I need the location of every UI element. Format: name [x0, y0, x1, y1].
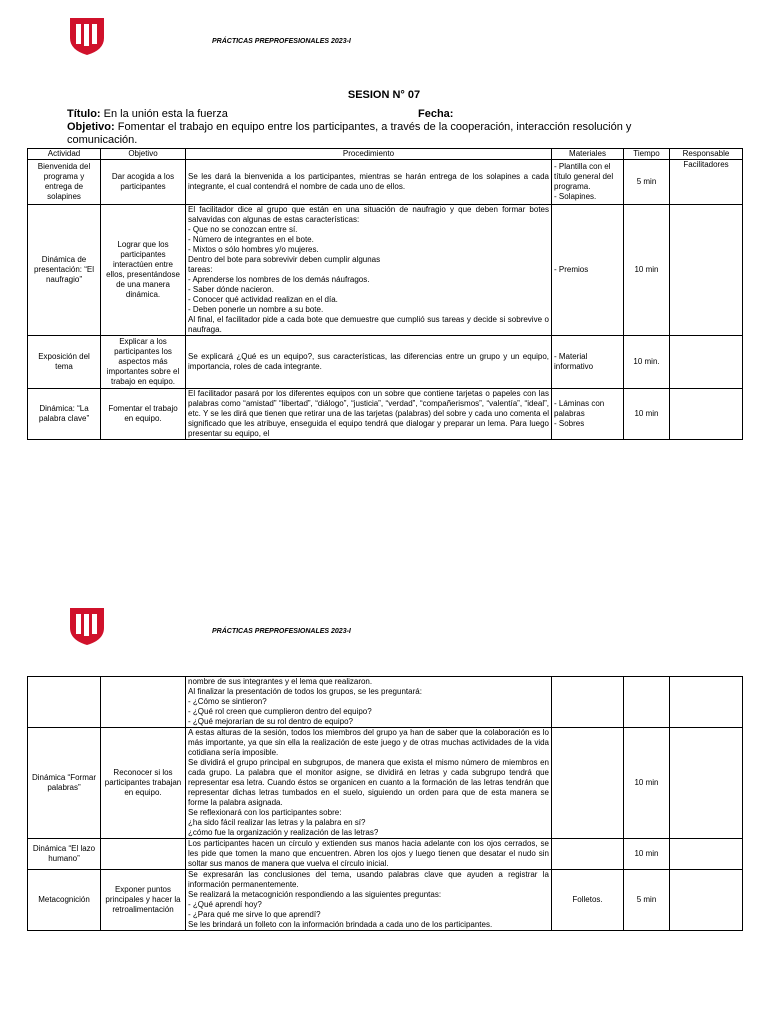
header-responsable: Responsable	[670, 149, 743, 160]
objetivo-value-2: comunicación.	[67, 134, 138, 146]
table-row	[28, 839, 743, 870]
procedimiento-line: Se les dará la bienvenida a los participantes, mientras se harán entrega de los solapines a cada integrante, el cual contendrá el nombre de cada uno de ellos.	[188, 172, 549, 191]
procedimiento-line: Se realizará la metacognición respondiendo a las siguientes preguntas:	[188, 890, 442, 899]
procedimiento-line: nombre de sus integrantes y el lema que realizaron.	[188, 677, 373, 686]
material-item: - Premios	[554, 265, 589, 274]
procedimiento-line: - Que no se conozcan entre sí.	[188, 225, 298, 234]
cell-responsable	[670, 728, 743, 839]
cell-objetivo: Fomentar el trabajo en equipo.	[101, 389, 186, 440]
fecha-label: Fecha:	[418, 108, 454, 120]
cell-objetivo: Lograr que los participantes interactúen entre ellos, presentándose de una manera dinámica.	[101, 205, 186, 336]
cell-responsable	[670, 677, 743, 728]
page-2	[0, 590, 768, 1024]
cell-materiales	[552, 205, 624, 336]
procedimiento-line: A estas alturas de la sesión, todos los miembros del grupo ya han de saber que la colaboración es lo más importante, ya que sin ella la realización de este juego y de otras muchas actividades de la vida cotidiana sería imposible.	[188, 728, 549, 757]
cell-tiempo: 10 min	[624, 728, 670, 839]
procedimiento-line: - Conocer qué actividad realizan en el día.	[188, 295, 338, 304]
cell-procedimiento	[186, 336, 552, 389]
procedimiento-line: ¿ha sido fácil realizar las letras y la palabra en sí?	[188, 818, 366, 827]
procedimiento-line: Al final, el facilitador pide a cada bote que demuestre que cumplió sus tareas y decide si sobrevive o naufraga.	[188, 315, 549, 334]
procedimiento-line: tareas:	[188, 265, 213, 274]
program-header: PRÁCTICAS PREPROFESIONALES 2023-I	[212, 628, 351, 635]
procedimiento-line: - ¿Cómo se sintieron?	[188, 697, 267, 706]
session-title: SESION N° 07	[347, 89, 421, 101]
procedimiento-line: ¿cómo fue la organización y realización de las letras?	[188, 828, 379, 837]
material-item: - Solapines.	[554, 192, 597, 201]
material-item: - Material informativo	[554, 352, 594, 371]
objetivo-label: Objetivo:	[67, 121, 115, 133]
cell-materiales	[552, 336, 624, 389]
header-procedimiento: Procedimiento	[186, 149, 552, 160]
material-item: - Sobres	[554, 419, 585, 428]
titulo-label: Título:	[67, 108, 101, 120]
cell-actividad: Exposición del tema	[28, 336, 101, 389]
university-logo-icon	[68, 606, 106, 646]
cell-tiempo: 10 min.	[624, 336, 670, 389]
procedimiento-line: - Saber dónde nacieron.	[188, 285, 274, 294]
objetivo-line	[67, 121, 707, 133]
session-table	[27, 148, 743, 440]
table-row	[28, 677, 743, 728]
cell-procedimiento	[186, 870, 552, 931]
procedimiento-line: Los participantes hacen un círculo y extienden sus manos hacia adelante con los ojos cerrados, se les pide que tomen la mano que encuentren. Abren los ojos y luego tienen que desatar el nudo sin soltar sus manos de manera que vuelva el círculo inicial.	[188, 839, 549, 868]
cell-responsable: Facilitadores	[670, 160, 743, 205]
cell-actividad: Dinámica “Formar palabras”	[28, 728, 101, 839]
cell-responsable	[670, 870, 743, 931]
procedimiento-line: Se dividirá el grupo principal en subgrupos, de manera que exista el mismo número de miembros en cada grupo. La palabra que el monitor asigne, se dividirá en letras y cada subgrupo tendrá que representar esa letra. Cuando éstos se organicen en cuanto a la formación de las letras tendrán que representar dichas letras tumbados en el suelo, siguiendo un orden para que de esta manera se forme la palabra asignada.	[188, 758, 549, 807]
header-tiempo: Tiempo	[624, 149, 670, 160]
procedimiento-line: - ¿Qué aprendí hoy?	[188, 900, 262, 909]
cell-responsable	[670, 336, 743, 389]
cell-objetivo: Reconocer si los participantes trabajan en equipo.	[101, 728, 186, 839]
table-row	[28, 336, 743, 389]
procedimiento-line: - ¿Qué rol creen que cumplieron dentro del equipo?	[188, 707, 372, 716]
procedimiento-line: Se expresarán las conclusiones del tema, usando palabras clave que ayuden a registrar la información permanentemente.	[188, 870, 549, 889]
procedimiento-line: Se explicará ¿Qué es un equipo?, sus características, las diferencias entre un grupo y un equipo, importancia, roles de cada integrante.	[188, 352, 549, 371]
cell-tiempo: 5 min	[624, 160, 670, 205]
table-row	[28, 160, 743, 205]
header-actividad: Actividad	[28, 149, 101, 160]
cell-materiales	[552, 728, 624, 839]
procedimiento-line: - Aprenderse los nombres de los demás náufragos.	[188, 275, 370, 284]
cell-tiempo: 10 min	[624, 205, 670, 336]
cell-actividad: Metacognición	[28, 870, 101, 931]
cell-tiempo	[624, 677, 670, 728]
procedimiento-line: - Deben ponerle un nombre a su bote.	[188, 305, 324, 314]
material-item: Folletos.	[572, 895, 603, 904]
program-header: PRÁCTICAS PREPROFESIONALES 2023-I	[212, 38, 351, 45]
table-row	[28, 205, 743, 336]
header-materiales: Materiales	[552, 149, 624, 160]
cell-objetivo: Dar acogida a los participantes	[101, 160, 186, 205]
procedimiento-line: El facilitador dice al grupo que están en una situación de naufragio y que deben formar botes salvavidas con algunas de estas características:	[188, 205, 549, 224]
cell-tiempo: 10 min	[624, 389, 670, 440]
cell-actividad	[28, 677, 101, 728]
procedimiento-line: - ¿Qué mejorarían de su rol dentro de equipo?	[188, 717, 353, 726]
cell-objetivo: Exponer puntos principales y hacer la retroalimentación	[101, 870, 186, 931]
cell-procedimiento	[186, 160, 552, 205]
cell-procedimiento	[186, 728, 552, 839]
header-objetivo: Objetivo	[101, 149, 186, 160]
cell-objetivo	[101, 839, 186, 870]
cell-responsable	[670, 389, 743, 440]
cell-objetivo: Explicar a los participantes los aspectos más importantes sobre el trabajo en equipo.	[101, 336, 186, 389]
material-item: - Láminas con palabras	[554, 399, 605, 418]
cell-materiales	[552, 389, 624, 440]
cell-responsable	[670, 839, 743, 870]
session-table-continued	[27, 676, 743, 931]
objetivo-value: Fomentar el trabajo en equipo entre los participantes, a través de la cooperación, interacción resolución y	[117, 121, 632, 133]
cell-materiales	[552, 677, 624, 728]
cell-procedimiento	[186, 677, 552, 728]
table-header-row	[28, 149, 743, 160]
cell-procedimiento	[186, 205, 552, 336]
cell-materiales	[552, 870, 624, 931]
procedimiento-line: Al finalizar la presentación de todos los grupos, se les preguntará:	[188, 687, 422, 696]
procedimiento-line: Se les brindará un folleto con la información brindada a cada uno de los participantes.	[188, 920, 493, 929]
procedimiento-line: Dentro del bote para sobrevivir deben cumplir algunas	[188, 255, 381, 264]
material-item: - Plantilla con el título general del programa.	[554, 162, 614, 191]
procedimiento-line: - ¿Para qué me sirve lo que aprendí?	[188, 910, 321, 919]
procedimiento-line: - Número de integrantes en el bote.	[188, 235, 314, 244]
cell-actividad: Dinámica “El lazo humano”	[28, 839, 101, 870]
objetivo-line-2	[67, 134, 137, 146]
cell-procedimiento	[186, 389, 552, 440]
cell-responsable	[670, 205, 743, 336]
cell-objetivo	[101, 677, 186, 728]
fecha-line	[418, 108, 453, 120]
table-row	[28, 389, 743, 440]
university-logo-icon	[68, 16, 106, 56]
procedimiento-line: - Mixtos o sólo hombres y/o mujeres.	[188, 245, 319, 254]
procedimiento-line: Se reflexionará con los participantes sobre:	[188, 808, 342, 817]
table-row	[28, 870, 743, 931]
table-row	[28, 728, 743, 839]
cell-actividad: Dinámica de presentación: “El naufragio”	[28, 205, 101, 336]
cell-tiempo: 5 min	[624, 870, 670, 931]
procedimiento-line: El facilitador pasará por los diferentes equipos con un sobre que contiene tarjetas o papeles con las palabras como “amistad” “libertad”, “diálogo”, “justicia”, “verdad”, “compañerismos”, “valentía”, “ideal”, etc. Y se les dirá que tienen que retirar una de las tarjetas (palabras) del sobre y cada uno comenta el significado que les atribuye, enseguida el equipo tendrá que dialogar y preparar un lema. Para luego presentar su equipo, el	[188, 389, 549, 438]
cell-materiales	[552, 839, 624, 870]
cell-actividad: Bienvenida del programa y entrega de solapines	[28, 160, 101, 205]
cell-materiales	[552, 160, 624, 205]
titulo-value: En la unión esta la fuerza	[103, 108, 228, 120]
cell-tiempo: 10 min	[624, 839, 670, 870]
cell-procedimiento	[186, 839, 552, 870]
cell-actividad: Dinámica: “La palabra clave”	[28, 389, 101, 440]
titulo-line	[67, 108, 228, 120]
